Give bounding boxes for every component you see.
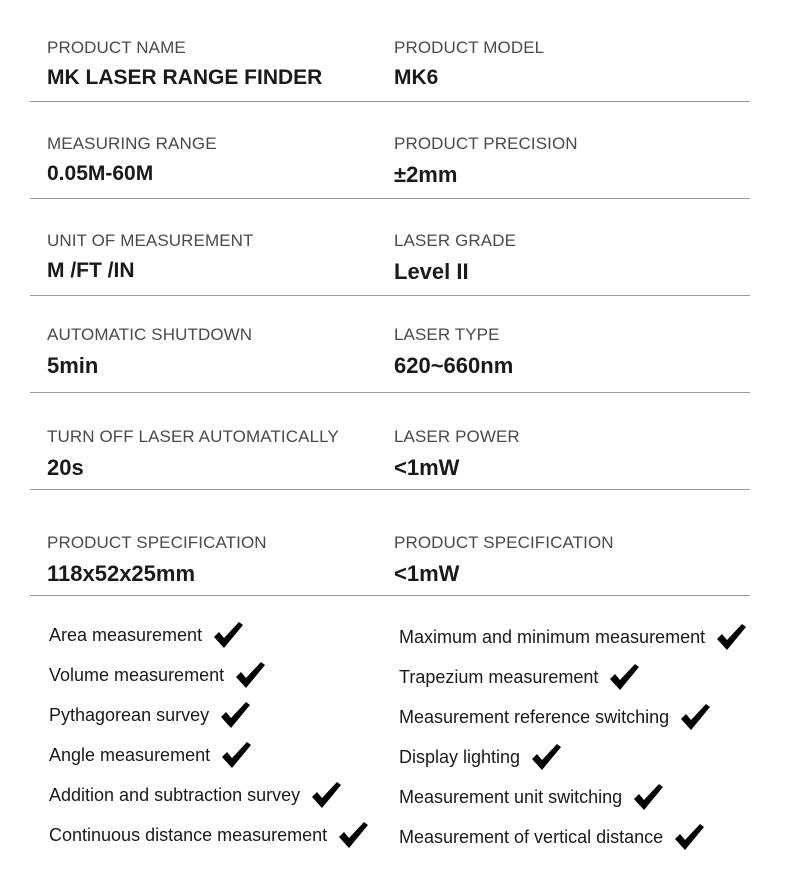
feature-item	[49, 700, 251, 730]
spec-value: 0.05M-60M	[47, 162, 154, 185]
feature-label: Pythagorean survey	[49, 704, 210, 725]
feature-label: Measurement reference switching	[399, 706, 670, 727]
checkmark-icon	[715, 622, 747, 652]
spec-value: ±2mm	[394, 162, 458, 187]
spec-label: LASER TYPE	[394, 325, 500, 344]
spec-cell	[47, 533, 267, 587]
spec-label: PRODUCT NAME	[47, 38, 186, 57]
spec-row	[30, 102, 750, 199]
spec-label: LASER POWER	[394, 427, 520, 446]
checkmark-icon	[679, 702, 711, 732]
feature-label: Continuous distance measurement	[49, 824, 328, 845]
spec-cell	[47, 427, 339, 481]
checkmark-icon	[219, 700, 251, 730]
checkmark-icon	[337, 820, 369, 850]
feature-label: Trapezium measurement	[399, 666, 599, 687]
feature-label: Angle measurement	[49, 744, 211, 765]
spec-cell	[394, 325, 513, 379]
spec-label: PRODUCT SPECIFICATION	[47, 533, 267, 552]
spec-label: PRODUCT PRECISION	[394, 134, 578, 153]
spec-cell	[394, 231, 516, 285]
spec-cell	[47, 134, 217, 186]
feature-item	[399, 822, 705, 852]
checkmark-icon	[212, 620, 244, 650]
feature-item	[399, 622, 747, 652]
spec-label: PRODUCT SPECIFICATION	[394, 533, 614, 552]
spec-label: UNIT OF MEASUREMENT	[47, 231, 254, 250]
spec-value: 20s	[47, 455, 84, 480]
checkmark-icon	[608, 662, 640, 692]
spec-row	[30, 393, 750, 490]
spec-label: AUTOMATIC SHUTDOWN	[47, 325, 253, 344]
spec-value: <1mW	[394, 561, 460, 586]
feature-item	[49, 780, 342, 810]
spec-label: LASER GRADE	[394, 231, 517, 250]
feature-item	[49, 620, 244, 650]
feature-label: Volume measurement	[49, 664, 225, 685]
feature-label: Measurement unit switching	[399, 786, 623, 807]
checkmark-icon	[220, 740, 252, 770]
spec-value: 118x52x25mm	[47, 561, 196, 586]
checkmark-icon	[310, 780, 342, 810]
spec-value: MK6	[394, 66, 439, 89]
checkmark-icon	[673, 822, 705, 852]
feature-label: Display lighting	[399, 746, 521, 767]
feature-item	[49, 660, 266, 690]
checkmark-icon	[234, 660, 266, 690]
spec-cell	[47, 325, 252, 379]
checkmark-icon	[632, 782, 664, 812]
spec-row	[30, 296, 750, 393]
spec-cell	[47, 38, 322, 90]
spec-row	[30, 490, 750, 596]
spec-label: PRODUCT MODEL	[394, 38, 545, 57]
spec-cell	[394, 38, 544, 90]
spec-value: Level II	[394, 259, 469, 284]
checkmark-icon	[530, 742, 562, 772]
feature-label: Area measurement	[49, 624, 203, 645]
spec-row	[30, 199, 750, 296]
spec-value: 620~660nm	[394, 353, 514, 378]
feature-item	[49, 820, 369, 850]
feature-item	[399, 662, 640, 692]
feature-item	[399, 742, 562, 772]
feature-label: Measurement of vertical distance	[399, 826, 664, 847]
spec-cell	[394, 134, 578, 188]
spec-label: TURN OFF LASER AUTOMATICALLY	[47, 427, 339, 446]
spec-cell	[394, 427, 520, 481]
spec-value: M /FT /IN	[47, 259, 135, 282]
spec-cell	[394, 533, 614, 587]
spec-label: MEASURING RANGE	[47, 134, 217, 153]
feature-item	[399, 782, 664, 812]
spec-value: MK LASER RANGE FINDER	[47, 66, 323, 89]
spec-value: 5min	[47, 353, 99, 378]
feature-item	[399, 702, 711, 732]
spec-value: <1mW	[394, 455, 460, 480]
feature-item	[49, 740, 252, 770]
feature-label: Maximum and minimum measurement	[399, 626, 706, 647]
feature-label: Addition and subtraction survey	[49, 784, 301, 805]
spec-cell	[47, 231, 254, 283]
spec-row	[30, 0, 750, 102]
